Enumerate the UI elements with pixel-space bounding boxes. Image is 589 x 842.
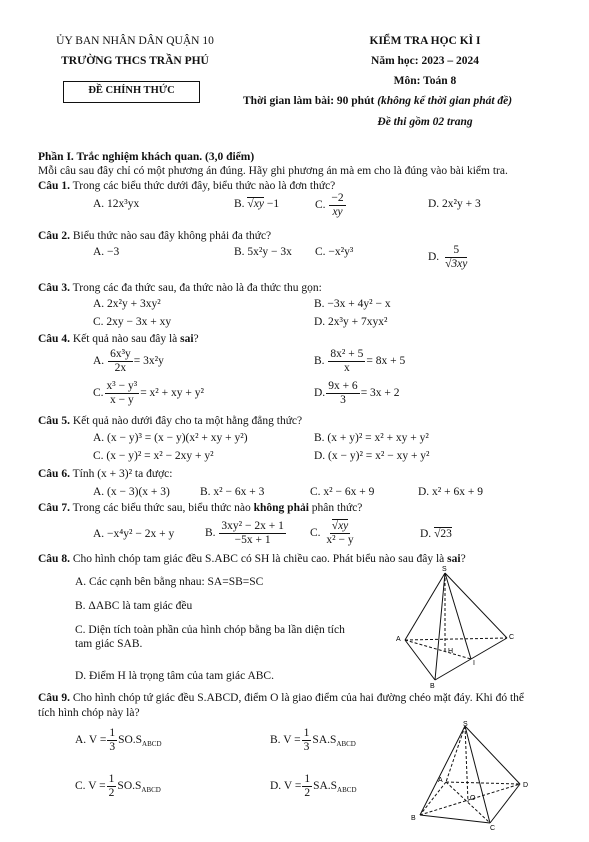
q9-b-sub: ABCD (336, 740, 356, 749)
q8-text: Cho hình chóp tam giác đều S.ABC có SH là chiều cao. Phát biểu nào sau đây là (69, 553, 448, 565)
q5-text: Kết quả nào dưới đây cho ta một hằng đẳng thức? (69, 415, 303, 427)
label-o: O (470, 795, 476, 802)
q7-d-expr: 23 (440, 528, 452, 540)
q2-label: Câu 2. (38, 230, 70, 242)
q8-option-b: B. ΔABC là tam giác đều (75, 600, 193, 612)
q4-d-den: 3 (340, 393, 346, 406)
q2-option-a: A. −3 (93, 246, 120, 258)
q4-text: Kết quả nào sau đây là (69, 333, 181, 345)
q4-b-rhs: = 8x + 5 (366, 354, 406, 367)
q9-b-den: 3 (303, 740, 310, 753)
q4-d-frac (326, 380, 360, 406)
q4-a-num: 6x³y (110, 348, 131, 360)
header-school: TRƯỜNG THCS TRẦN PHÚ (61, 55, 209, 67)
label-a: A (438, 777, 443, 784)
q3-text: Trong các đa thức sau, đa thức nào là đa thức thu gọn: (69, 282, 322, 294)
q4-d-num: 9x + 6 (328, 380, 358, 392)
time-prefix: Thời gian làm bài: 90 phút (243, 95, 378, 107)
q9-a-prefix: A. V = (75, 733, 107, 746)
q9-a-frac (107, 727, 117, 753)
subject: Môn: Toán 8 (393, 75, 457, 87)
q4-a-rhs: = 3x²y (133, 354, 164, 367)
edge-si (445, 573, 471, 659)
time-line (243, 95, 512, 108)
q1-option-d: D. 2x²y + 3 (428, 198, 481, 210)
q4-b-num: 8x² + 5 (330, 348, 364, 360)
q1-c-frac (329, 192, 345, 218)
q7-d-sqrt: √23 (434, 528, 452, 540)
edge-sb (435, 573, 445, 680)
q4-option-c (93, 380, 204, 406)
q4-c-den: x − y (109, 393, 134, 406)
q4-a-den: 2x (114, 361, 127, 374)
q7-label: Câu 7. (38, 502, 70, 514)
q4-stem (38, 333, 199, 346)
label-h: H (448, 648, 454, 655)
edge-ab (405, 640, 435, 680)
q4-c-prefix: C. (93, 386, 104, 399)
label-s: S (442, 566, 447, 573)
q8-text-bold: sai (447, 553, 461, 565)
official-label: ĐỀ CHÍNH THỨC (88, 85, 175, 96)
q4-text-end: ? (193, 333, 199, 345)
label-a: A (396, 636, 401, 643)
q9-a-num: 1 (109, 727, 116, 739)
label-s: S (463, 721, 468, 728)
q5-option-d: D. (x − y)² = x² − xy + y² (314, 450, 430, 462)
part1-title: Phần I. Trắc nghiệm khách quan. (3,0 điểm) (38, 151, 255, 163)
q7-c-prefix: C. (310, 526, 321, 539)
q4-a-prefix: A. (93, 354, 105, 367)
q7-option-c (310, 520, 357, 546)
edge-sd (465, 726, 520, 784)
edge-cd (490, 784, 520, 823)
q9-stem-line2: tích hình chóp này là? (38, 707, 140, 719)
q2-option-c: C. −x²y³ (315, 246, 354, 258)
q3-option-d: D. 2x³y + 7xyx² (314, 316, 388, 328)
q2-option-d (428, 244, 470, 270)
q7-text-bold: không phải (253, 502, 309, 514)
q7-option-d (420, 528, 452, 541)
q1-b-prefix: B. (234, 198, 245, 210)
q9-c-rhs: SO.S (117, 779, 142, 792)
q4-a-frac (108, 348, 133, 374)
pyramid-sabcd-figure (408, 720, 543, 830)
q5-label: Câu 5. (38, 415, 70, 427)
q6-option-c: C. x² − 6x + 9 (310, 486, 375, 498)
q7-c-den: x² − y (326, 533, 354, 546)
q1-c-prefix: C. (315, 198, 326, 211)
edge-sc (465, 726, 490, 823)
q2-stem (38, 230, 271, 243)
q8-option-c1: C. Diện tích toàn phần của hình chóp bằng ba lần diện tích (75, 624, 345, 636)
q4-option-d (314, 380, 400, 406)
q9-b-num: 1 (303, 727, 310, 739)
q9-b-prefix: B. V = (270, 733, 301, 746)
q3-stem (38, 282, 322, 295)
q8-option-a: A. Các cạnh bên bằng nhau: SA=SB=SC (75, 576, 264, 588)
q4-option-b (314, 348, 405, 374)
q9-option-c (75, 773, 161, 799)
q4-d-prefix: D. (314, 386, 326, 399)
header-district: ỦY BAN NHÂN DÂN QUẬN 10 (56, 35, 214, 47)
q1-b-sqrt: √xy (247, 198, 264, 210)
q6-option-b: B. x² − 6x + 3 (200, 486, 265, 498)
q4-label: Câu 4. (38, 333, 70, 345)
q9-b-rhs: SA.S (312, 733, 337, 746)
q9-c-frac (107, 773, 117, 799)
q2-d-num: 5 (453, 244, 460, 256)
q9-a-sub: ABCD (142, 740, 162, 749)
q1-option-a: A. 12x³yx (93, 198, 140, 210)
q7-text: Trong các biểu thức sau, biểu thức nào (69, 502, 254, 514)
q4-option-a (93, 348, 164, 374)
q7-c-num-wrap: √xy (331, 520, 349, 532)
q1-b-suffix: −1 (263, 198, 280, 210)
edge-ad (446, 782, 520, 784)
q1-b-expr: xy (253, 198, 264, 210)
q4-c-frac (105, 380, 140, 406)
q9-option-d (270, 773, 357, 799)
q1-stem (38, 180, 335, 193)
q3-option-a: A. 2x²y + 3xy² (93, 298, 161, 310)
school-year: Năm học: 2023 – 2024 (371, 55, 479, 67)
q4-c-num: x³ − y³ (106, 380, 138, 392)
q7-c-frac (324, 520, 355, 546)
q6-label: Câu 6. (38, 468, 70, 480)
q2-d-prefix: D. (428, 250, 440, 263)
q2-option-b: B. 5x²y − 3x (234, 246, 292, 258)
edge-sb (420, 726, 465, 815)
pyramid-sabc-figure (395, 565, 525, 690)
time-note: (không kể thời gian phát đề) (377, 95, 513, 107)
edge-sc (445, 573, 507, 638)
q3-option-c: C. 2xy − 3x + xy (93, 316, 172, 328)
q9-c-den: 2 (108, 786, 115, 799)
q9-c-prefix: C. V = (75, 779, 106, 792)
edge-ac (405, 638, 507, 640)
q3-option-b: B. −3x + 4y² − x (314, 298, 391, 310)
q4-d-rhs: = 3x + 2 (360, 386, 400, 399)
q8-text-end: ? (460, 553, 466, 565)
q9-d-num: 1 (304, 773, 311, 785)
q6-text: Tính (x + 3)² ta được: (69, 468, 173, 480)
q9-option-b (270, 727, 356, 753)
q4-b-den: x (344, 361, 350, 374)
q1-c-num: −2 (331, 192, 344, 204)
q6-stem (38, 468, 172, 481)
q9-d-rhs: SA.S (313, 779, 338, 792)
q5-option-b: B. (x + y)² = x² + xy + y² (314, 432, 429, 444)
q7-d-prefix: D. (420, 528, 432, 540)
q5-stem (38, 415, 302, 428)
q7-b-num: 3xy² − 2x + 1 (221, 520, 284, 532)
q7-option-a: A. −x⁴y² − 2x + y (93, 528, 175, 540)
q7-c-num: xy (338, 520, 349, 532)
q4-b-prefix: B. (314, 354, 325, 367)
q9-stem (38, 692, 524, 705)
q9-d-sub: ABCD (337, 786, 357, 795)
q9-a-den: 3 (109, 740, 116, 753)
q7-b-den: −5x + 1 (234, 533, 271, 546)
part1-instruction: Mỗi câu sau đây chỉ có một phương án đúng. Hãy ghi phương án mà em cho là đúng vào bài kiểm tra. (38, 165, 508, 177)
q2-d-frac (443, 244, 469, 270)
q5-option-a: A. (x − y)³ = (x − y)(x² + xy + y²) (93, 432, 248, 444)
edge-ab (420, 782, 446, 815)
q9-option-a (75, 727, 162, 753)
q1-text: Trong các biểu thức dưới đây, biểu thức nào là đơn thức? (69, 180, 336, 192)
exam-title: KIỂM TRA HỌC KÌ I (369, 35, 481, 47)
label-c: C (490, 825, 496, 830)
q9-d-prefix: D. V = (270, 779, 302, 792)
q3-label: Câu 3. (38, 282, 70, 294)
q8-option-d: D. Điểm H là trọng tâm của tam giác ABC. (75, 670, 274, 682)
q2-d-den: 3xy (451, 257, 468, 270)
q9-c-sub: ABCD (141, 786, 161, 795)
q2-text: Biểu thức nào sau đây không phải đa thức? (69, 230, 272, 242)
edge-sa (446, 726, 465, 782)
q1-label: Câu 1. (38, 180, 70, 192)
label-b: B (411, 815, 416, 822)
q6-option-a: A. (x − 3)(x + 3) (93, 486, 170, 498)
label-b: B (430, 683, 435, 690)
q1-option-c (315, 192, 347, 218)
q8-option-c2: tam giác SAB. (75, 638, 143, 650)
pages-note: Đề thi gồm 02 trang (377, 116, 473, 128)
label-c: C (509, 634, 515, 641)
q9-b-frac (302, 727, 312, 753)
q7-option-b (205, 520, 287, 546)
q7-text-end: phân thức? (308, 502, 363, 514)
q9-a-rhs: SO.S (118, 733, 143, 746)
q1-option-b (234, 198, 279, 211)
q4-b-frac (328, 348, 365, 374)
edge-sa (405, 573, 445, 640)
q9-label: Câu 9. (38, 692, 70, 704)
q9-d-den: 2 (304, 786, 311, 799)
q5-option-c: C. (x − y)² = x² − 2xy + y² (93, 450, 214, 462)
label-d: D (523, 782, 529, 789)
q9-d-frac (302, 773, 312, 799)
q7-b-frac (219, 520, 285, 546)
q2-d-den-wrap: √3xy (445, 257, 468, 270)
edge-bc (420, 815, 490, 823)
diag-ac (446, 782, 490, 823)
q7-b-prefix: B. (205, 526, 216, 539)
q6-option-d: D. x² + 6x + 9 (418, 486, 483, 498)
q8-label: Câu 8. (38, 553, 70, 565)
q9-text: Cho hình chóp tứ giác đều S.ABCD, điểm O là giao điểm của hai đường chéo mặt đáy. Khi đó thể (69, 692, 525, 704)
q9-c-num: 1 (108, 773, 115, 785)
q4-c-rhs: = x² + xy + y² (140, 386, 204, 399)
label-i: I (473, 660, 475, 667)
q4-text-bold: sai (180, 333, 194, 345)
q1-c-den: xy (332, 205, 343, 218)
q7-stem (38, 502, 362, 515)
